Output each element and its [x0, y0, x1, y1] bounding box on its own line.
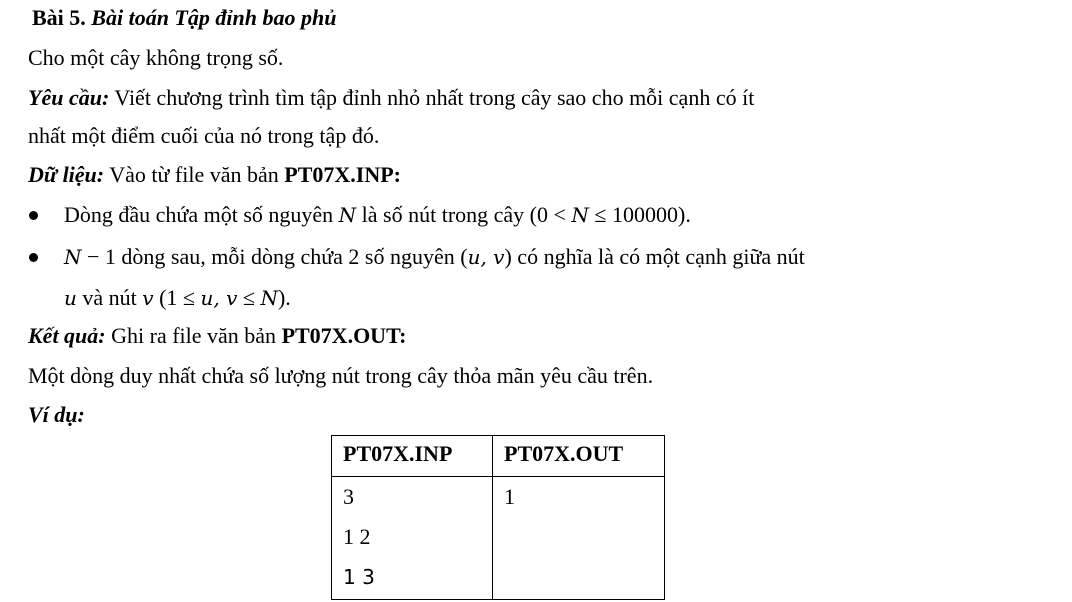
bullet-item-1	[64, 202, 691, 228]
bullet-2-text-4: (1 ≤	[159, 285, 195, 310]
output-text: Ghi ra file văn bản	[111, 323, 277, 348]
bullet-2-math-5: u, v	[200, 286, 238, 310]
problem-name: Bài toán Tập đỉnh bao phủ	[91, 5, 337, 30]
bullet-2-text-2: ) có nghĩa là có một cạnh giữa nút	[504, 244, 805, 269]
bullet-2-math-4: v	[142, 286, 154, 310]
example-input-cell	[332, 477, 493, 600]
bullet-1-math-2: N	[571, 203, 589, 227]
bullet-2-math-6: N	[260, 286, 278, 310]
bullet-dot-2	[29, 253, 38, 262]
example-data-row	[332, 477, 665, 600]
input-heading	[28, 162, 401, 188]
requirement-label: Yêu cầu:	[28, 85, 110, 110]
example-output-cell	[493, 477, 665, 600]
bullet-2-text-5: ≤	[242, 285, 255, 310]
output-description: Một dòng duy nhất chứa số lượng nút trong cây thỏa mãn yêu cầu trên.	[28, 363, 654, 388]
bullet-1-text-3: ≤ 100000).	[594, 202, 691, 227]
example-input-line: 3	[343, 484, 354, 509]
example-input-line: 1 3	[343, 565, 375, 589]
bullet-1-math-1: N	[338, 203, 357, 227]
requirement-text-1: Viết chương trình tìm tập đỉnh nhỏ nhất trong cây sao cho mỗi cạnh có ít	[114, 85, 755, 110]
input-text: Vào từ file văn bản	[109, 162, 279, 187]
requirement-line-2: nhất một điểm cuối của nó trong tập đó.	[28, 123, 380, 148]
bullet-2-text-6: ).	[277, 285, 291, 310]
example-header-output: PT07X.OUT	[493, 436, 665, 477]
input-label: Dữ liệu:	[28, 162, 105, 187]
bullet-2-text-1: − 1 dòng sau, mỗi dòng chứa 2 số nguyên (	[87, 244, 468, 269]
bullet-2-math-2: u, v	[467, 245, 505, 269]
output-heading	[28, 323, 406, 349]
bullet-1-text-2: là số nút trong cây (0 <	[361, 202, 566, 227]
input-file: PT07X.INP:	[284, 162, 401, 187]
bullet-2-math-1: N	[64, 245, 82, 269]
problem-number: Bài 5.	[32, 5, 86, 30]
output-label: Kết quả:	[28, 323, 106, 348]
bullet-2-math-3: u	[64, 286, 77, 310]
intro-text: Cho một cây không trọng số.	[28, 45, 284, 70]
problem-title	[32, 5, 336, 31]
output-file: PT07X.OUT:	[281, 323, 407, 348]
example-output-line: 1	[504, 484, 515, 509]
example-label: Ví dụ:	[28, 402, 85, 427]
bullet-item-2	[64, 244, 805, 270]
bullet-dot-1	[29, 211, 38, 220]
requirement-line-1	[28, 85, 754, 111]
bullet-item-2-cont	[64, 285, 291, 311]
bullet-1-text-1: Dòng đầu chứa một số nguyên	[64, 202, 334, 227]
example-header-input: PT07X.INP	[332, 436, 493, 477]
bullet-2-text-3: và nút	[82, 285, 137, 310]
example-input-line: 1 2	[343, 524, 371, 549]
example-table	[331, 435, 665, 600]
example-header-row	[332, 436, 665, 477]
